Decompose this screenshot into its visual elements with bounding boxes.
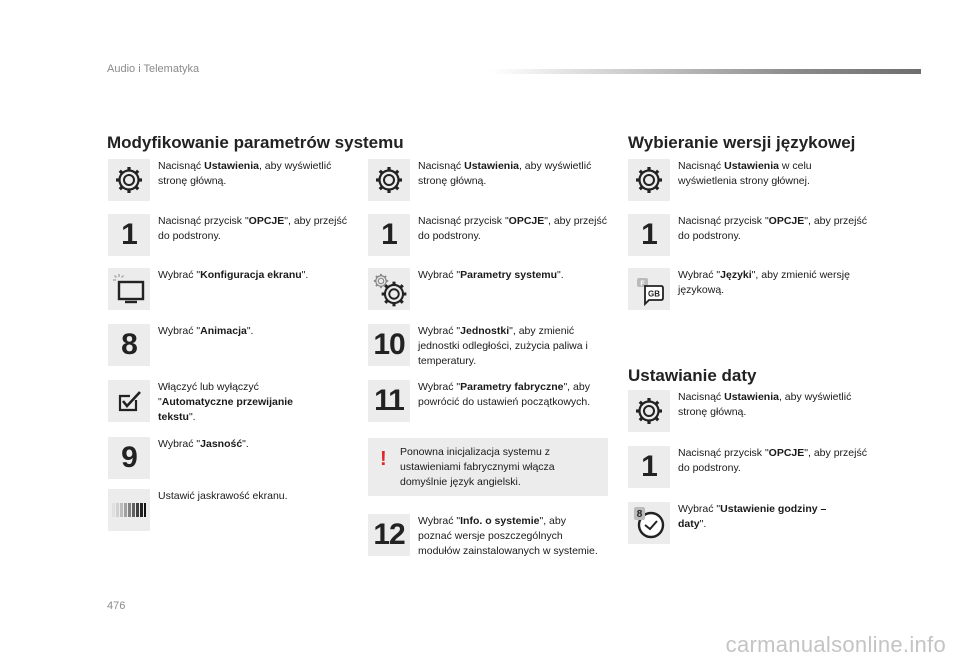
warning-text: Ponowna inicjalizacja systemu z ustawieniami fabrycznymi włącza domyślnie język angielski. xyxy=(400,446,555,488)
gear-icon xyxy=(628,159,670,201)
step-text: Nacisnąć Ustawienia w celu wyświetlenia strony głównej. xyxy=(678,160,812,187)
warning-icon: ! xyxy=(380,448,387,470)
step-row xyxy=(108,437,348,479)
clock-icon xyxy=(628,502,670,544)
step-text: Nacisnąć Ustawienia, aby wyświetlić stronę główną. xyxy=(678,391,852,418)
step-number: 1 xyxy=(368,214,410,256)
gear-icon xyxy=(108,159,150,201)
language-label-gb: GB xyxy=(648,289,660,299)
running-header: Audio i Telematyka xyxy=(107,63,200,75)
step-row xyxy=(628,390,868,432)
step-number: 1 xyxy=(628,214,670,256)
language-icon xyxy=(628,268,670,310)
step-number: 1 xyxy=(108,214,150,256)
step-row xyxy=(368,380,608,422)
step-text: Wybrać "Ustawienie godziny – daty". xyxy=(678,503,827,530)
step-row xyxy=(368,268,608,310)
step-row xyxy=(628,159,868,201)
step-number: 11 xyxy=(368,380,410,422)
step-text: Wybrać "Info. o systemie", aby poznać wersje poszczególnych modułów zainstalowanych w systemie. xyxy=(418,515,598,557)
step-text: Nacisnąć przycisk "OPCJE", aby przejść do podstrony. xyxy=(678,447,867,474)
step-text: Nacisnąć Ustawienia, aby wyświetlić stronę główną. xyxy=(158,160,332,187)
warning-note xyxy=(368,438,608,496)
step-text: Wybrać "Konfiguracja ekranu". xyxy=(158,269,309,281)
step-row xyxy=(628,446,868,488)
step-row xyxy=(368,514,598,559)
section-title-date: Ustawianie daty xyxy=(628,366,757,385)
step-text: Wybrać "Jasność". xyxy=(158,438,249,450)
language-label-f: F xyxy=(640,280,645,288)
step-row xyxy=(368,324,608,369)
step-text: Wybrać "Jednostki", aby zmienić jednostki odległości, zużycia paliwa i temperatury. xyxy=(418,325,588,367)
step-text: Włączyć lub wyłączyć "Automatyczne przewijanie tekstu". xyxy=(158,381,294,423)
checkbox-icon xyxy=(108,380,150,422)
gear-icon xyxy=(628,390,670,432)
step-row xyxy=(108,324,348,366)
step-row xyxy=(368,159,608,201)
step-row xyxy=(368,214,608,256)
step-row xyxy=(628,502,853,544)
step-row xyxy=(108,214,348,256)
step-text: Wybrać "Parametry fabryczne", aby powrócić do ustawień początkowych. xyxy=(418,381,591,408)
step-row xyxy=(108,380,323,425)
step-text: Wybrać "Parametry systemu". xyxy=(418,269,564,281)
step-row xyxy=(108,489,348,531)
section-title-language: Wybieranie wersji językowej xyxy=(628,133,856,152)
clock-badge: 8 xyxy=(636,509,643,520)
section-title-system: Modyfikowanie parametrów systemu xyxy=(107,133,404,152)
step-text: Wybrać "Języki", aby zmienić wersję językową. xyxy=(678,269,850,296)
brightness-bars-icon xyxy=(108,489,150,531)
step-row xyxy=(628,214,868,256)
step-number: 10 xyxy=(368,324,410,366)
page-number: 476 xyxy=(107,600,126,612)
step-text: Ustawić jaskrawość ekranu. xyxy=(158,490,288,502)
header-gradient-bar xyxy=(490,69,921,74)
screen-icon xyxy=(108,268,150,310)
step-row xyxy=(628,268,868,310)
gear-icon xyxy=(368,159,410,201)
step-text: Wybrać "Animacja". xyxy=(158,325,254,337)
step-number: 8 xyxy=(108,324,150,366)
step-text: Nacisnąć przycisk "OPCJE", aby przejść do podstrony. xyxy=(158,215,347,242)
step-number: 9 xyxy=(108,437,150,479)
step-text: Nacisnąć przycisk "OPCJE", aby przejść do podstrony. xyxy=(418,215,607,242)
step-row xyxy=(108,268,348,310)
watermark: carmanualsonline.info xyxy=(725,632,946,657)
step-text: Nacisnąć przycisk "OPCJE", aby przejść do podstrony. xyxy=(678,215,867,242)
step-number: 12 xyxy=(368,514,410,556)
step-text: Nacisnąć Ustawienia, aby wyświetlić stronę główną. xyxy=(418,160,592,187)
system-settings-icon xyxy=(368,268,410,310)
step-row xyxy=(108,159,348,201)
step-number: 1 xyxy=(628,446,670,488)
